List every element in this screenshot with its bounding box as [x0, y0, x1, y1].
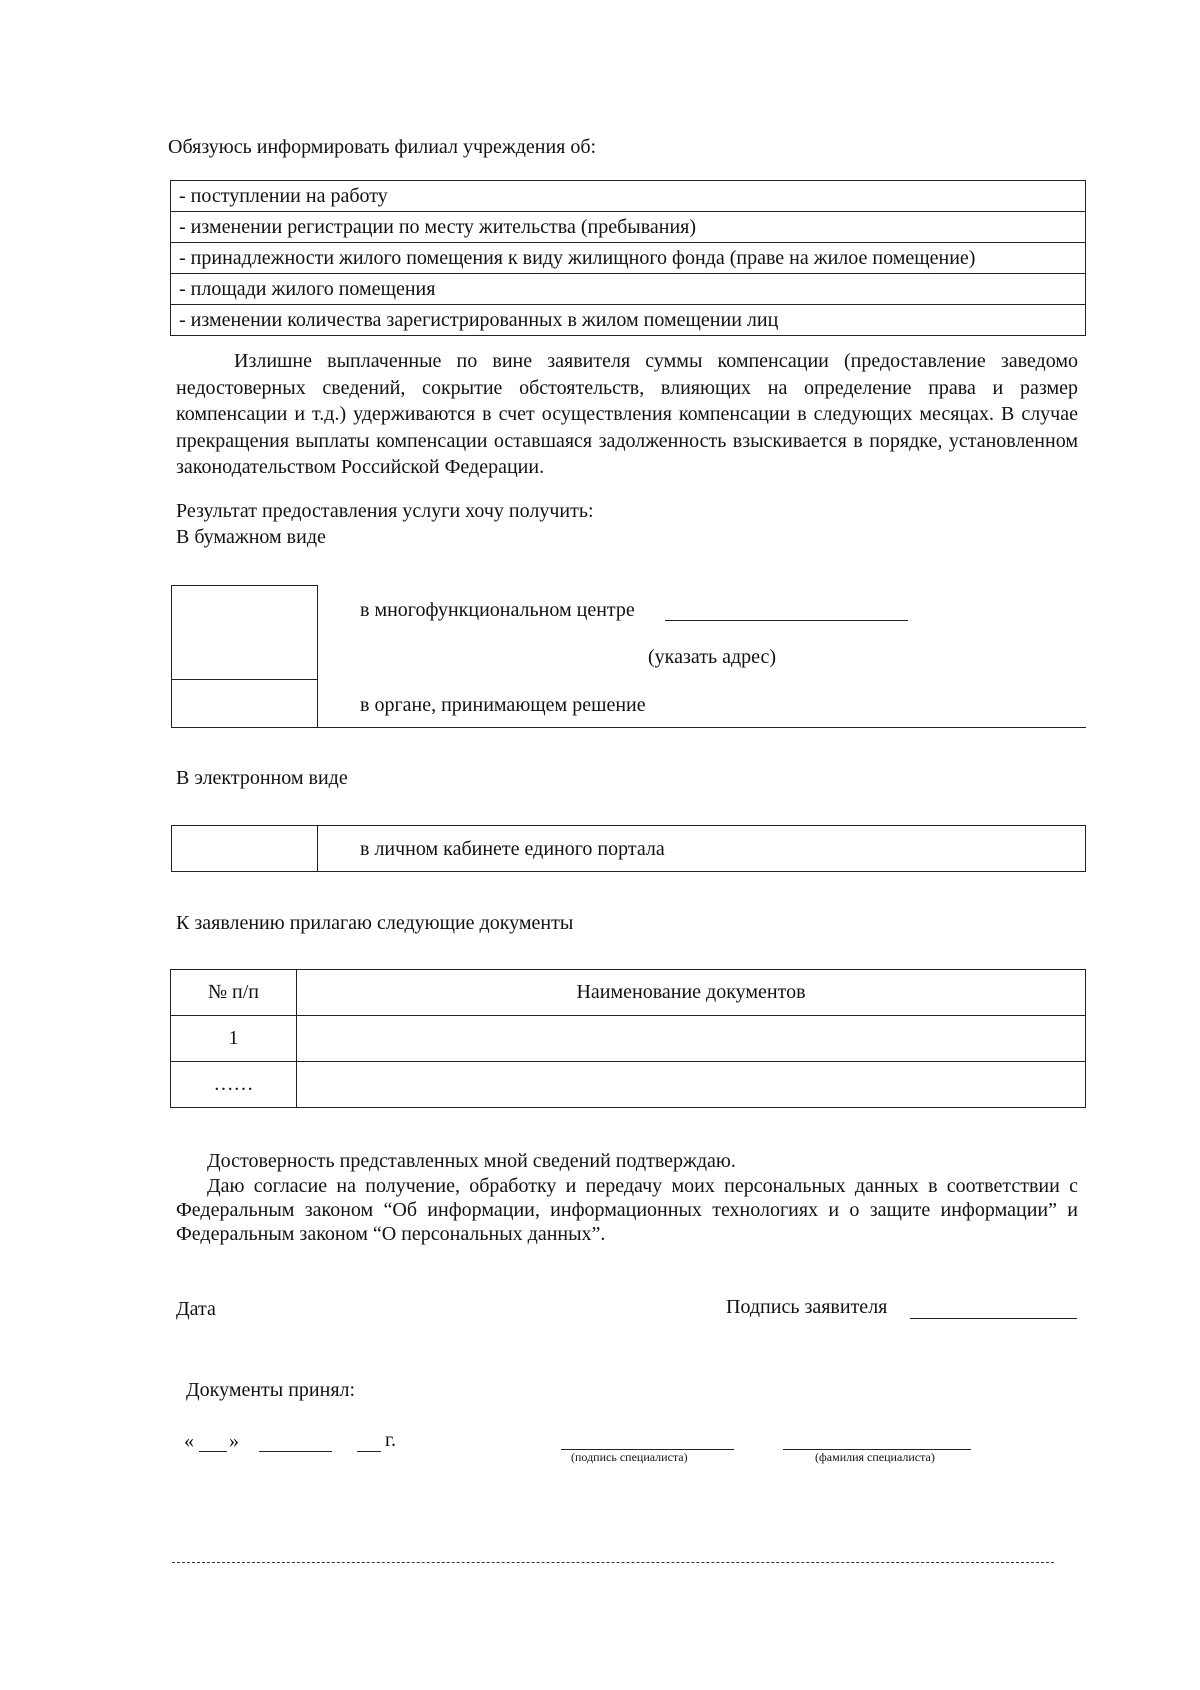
obligation-item: - изменении количества зарегистрированных в жилом помещении лиц	[171, 305, 1086, 336]
portal-option-label: в личном кабинете единого портала	[360, 838, 665, 860]
paper-options-bottom-line	[318, 727, 1086, 728]
quote-open: «	[184, 1430, 194, 1452]
month-field[interactable]	[259, 1451, 332, 1452]
applicant-signature-line[interactable]	[910, 1318, 1077, 1319]
document-name-cell[interactable]	[297, 1062, 1086, 1108]
date-label: Дата	[176, 1298, 216, 1320]
day-field[interactable]	[199, 1451, 227, 1452]
table-row	[171, 1016, 1086, 1062]
electronic-form-label: В электронном виде	[176, 767, 348, 789]
paper-form-label: В бумажном виде	[176, 526, 326, 548]
obligation-item: - принадлежности жилого помещения к виду жилищного фонда (праве на жилое помещение)	[171, 243, 1086, 274]
obligation-row	[171, 212, 1086, 243]
quote-close: »	[229, 1430, 239, 1452]
cut-line	[172, 1562, 1054, 1563]
authority-checkbox[interactable]	[172, 681, 317, 727]
mfc-option-label: в многофункциональном центре	[360, 599, 635, 621]
obligations-table	[170, 180, 1086, 336]
row-number: 1	[171, 1016, 297, 1062]
overpayment-paragraph	[176, 348, 1078, 481]
consent-text: Даю согласие на получение, обработку и передачу моих персональных данных в соответствии с Федеральным законом “Об информации, информационных технологиях и о защите информации” и Федеральным законом “О персональных данных”.	[176, 1175, 1078, 1245]
specialist-name-caption: (фамилия специалиста)	[815, 1450, 935, 1464]
authority-option-label: в органе, принимающем решение	[360, 694, 646, 716]
obligation-row	[171, 243, 1086, 274]
confirmation-line: Достоверность представленных мной сведений подтверждаю.	[207, 1150, 736, 1172]
year-field[interactable]	[357, 1451, 381, 1452]
obligation-row	[171, 274, 1086, 305]
obligation-item: - изменении регистрации по месту жительства (пребывания)	[171, 212, 1086, 243]
mfc-address-field[interactable]	[665, 620, 908, 621]
column-header-number: № п/п	[171, 970, 297, 1016]
specialist-signature-caption: (подпись специалиста)	[571, 1450, 688, 1464]
row-number: ……	[171, 1062, 297, 1108]
checkbox-divider	[171, 679, 318, 680]
year-suffix: г.	[385, 1429, 396, 1451]
acceptance-heading: Документы принял:	[186, 1379, 356, 1401]
obligation-row	[171, 305, 1086, 336]
obligation-row	[171, 181, 1086, 212]
portal-checkbox[interactable]	[172, 826, 318, 871]
consent-paragraph	[176, 1174, 1078, 1246]
documents-heading: К заявлению прилагаю следующие документы	[176, 912, 574, 934]
result-heading: Результат предоставления услуги хочу получить:	[176, 500, 594, 522]
obligations-heading: Обязуюсь информировать филиал учреждения об:	[168, 136, 597, 158]
document-name-cell[interactable]	[297, 1016, 1086, 1062]
applicant-signature-label: Подпись заявителя	[726, 1296, 888, 1318]
table-row	[171, 1062, 1086, 1108]
obligation-item: - площади жилого помещения	[171, 274, 1086, 305]
obligation-item: - поступлении на работу	[171, 181, 1086, 212]
mfc-address-hint: (указать адрес)	[648, 646, 777, 668]
column-header-name: Наименование документов	[297, 970, 1086, 1016]
overpayment-text: Излишне выплаченные по вине заявителя суммы компенсации (предоставление заведомо недостоверных сведений, сокрытие обстоятельств, влияющих на определение права и размер компенсации и т.д.) удерживаются в счет осуществления компенсации в следующих месяцах. В случае прекращения выплаты компенсации оставшаяся задолженность взыскивается в порядке, установленном законодательством Российской Федерации.	[176, 350, 1078, 478]
documents-table	[170, 969, 1086, 1108]
table-header-row	[171, 970, 1086, 1016]
mfc-checkbox[interactable]	[172, 586, 317, 678]
